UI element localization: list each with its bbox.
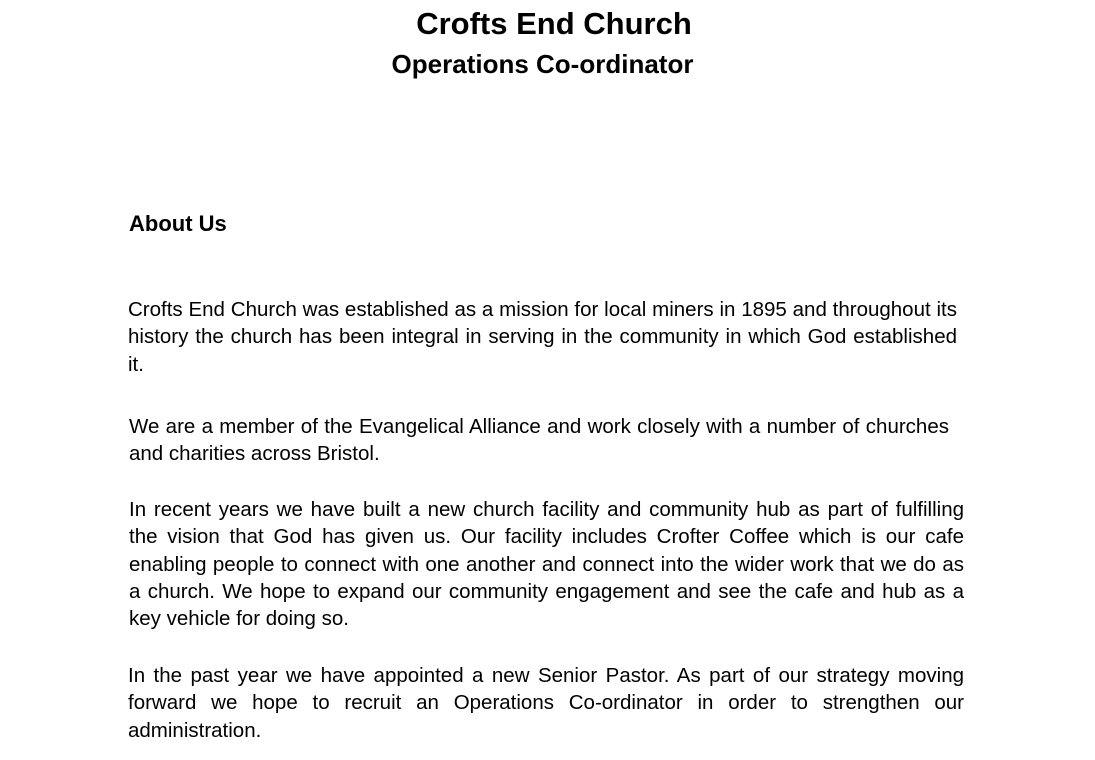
document-title: Crofts End Church: [416, 6, 692, 41]
paragraph-strategy: In the past year we have appointed a new Senior Pastor. As part of our strategy moving forward we hope to recruit an Operations Co-ordinator in order to strengthen our administration.: [128, 664, 964, 742]
paragraph-membership: We are a member of the Evangelical Alliance and work closely with a number of churches and charities across Bristol.: [129, 415, 949, 466]
document-subtitle: Operations Co-ordinator: [391, 49, 694, 79]
paragraph-history: Crofts End Church was established as a mission for local miners in 1895 and throughout its history the church has been integral in serving in the community in which God established it.: [128, 298, 957, 376]
section-heading-about-us: About Us: [129, 211, 227, 236]
paragraph-facility: In recent years we have built a new church facility and community hub as part of fulfilling the vision that God has given us. Our facility includes Crofter Coffee which is our cafe enabling people to connect with one another and connect into the wider work that we do as a church. We hope to expand our community engagement and see the cafe and hub as a key vehicle for doing so.: [129, 498, 964, 631]
